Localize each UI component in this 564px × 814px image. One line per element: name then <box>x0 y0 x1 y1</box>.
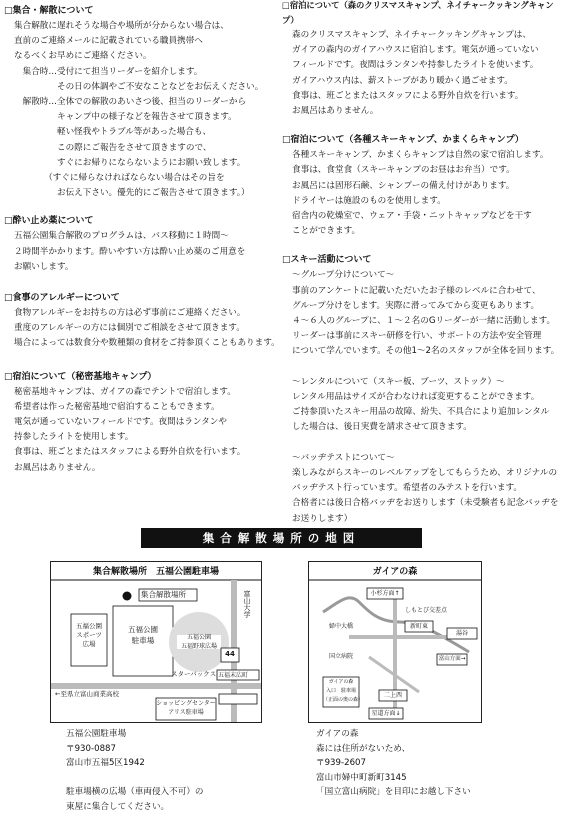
text-line: お送りします） <box>292 513 353 524</box>
text-line: お風呂には固形石鹸、シャンプーの備え付けがあります。 <box>292 180 515 191</box>
text-line: その日の体調やご不安なことなどをお伝えください。 <box>14 81 264 92</box>
text-line: ４〜６人のグループに、１〜２名のGリーダーが一緒に活動します。 <box>292 316 556 327</box>
text-line: 合格者には後日合格バッヂをお送りします（未受験者も記念バッヂを <box>292 498 559 509</box>
text-line: お伝え下さい。優先的にご報告させて頂きます。） <box>14 188 250 199</box>
map2-caption: ガイアの森 森には住所がないため、 〒939-2607 富山市婦中町新町3145 「国立富山病院」を目印にお越し下さい <box>316 729 471 797</box>
text-line: した場合は、後日実費を請求させて頂きます。 <box>292 422 472 433</box>
section-title: □宿泊について（秘密基地キャンプ） <box>4 371 157 382</box>
text-line: ドライヤーは施設のものを使用します。 <box>292 195 446 206</box>
text-line: すぐにお帰りにならないようにお願い致します。 <box>14 157 246 168</box>
text-line: なるべくお早めにご連絡ください。 <box>14 51 152 62</box>
text-line: 〜グループ分けについて〜 <box>292 270 395 281</box>
text-line: ２時間半かかります。酔いやすい方は酔い止め薬のご用意を <box>14 246 246 257</box>
gaia-entrance-label: ガイアの森 入口 駐車場 （正面の奥の森） <box>323 679 364 703</box>
section-christmas <box>282 0 562 119</box>
text-line: バッヂテスト行っています。希望者のみテストを行います。 <box>292 483 522 494</box>
section-body <box>282 148 562 239</box>
section-motion-sickness <box>4 214 274 275</box>
text-line: 食事は、班ごとまたはスタッフによる野外自炊を行います。 <box>292 90 524 101</box>
text-line: 解散時…全体での解散のあいさつ後、担当のリーダーから <box>14 97 247 108</box>
section-title: □宿泊について（各種スキーキャンプ、かまくらキャンプ） <box>282 135 524 146</box>
text-line: 宿舎内の乾燥室で、ウェア・手袋・ニットキャップなどを干す <box>292 211 532 222</box>
text-line: 持参したライトを使用します。 <box>14 432 134 443</box>
text-line: レンタル用品はサイズが合わなければ変更することができます。 <box>292 392 540 403</box>
starbucks-label: スターバックス <box>171 670 217 678</box>
section-body <box>282 28 562 119</box>
baseball-label: 五福公園 五福野球広場 <box>180 634 217 650</box>
section-title: □スキー活動について <box>282 255 372 266</box>
map1-title: 集合解散場所 五福公園駐車場 <box>92 567 219 577</box>
map-section-banner: 集合解散場所の地図 <box>141 528 422 548</box>
main-road <box>51 683 261 689</box>
text-line: 森のクリスマスキャンプ、ネイチャークッキングキャンプは、 <box>292 30 531 40</box>
text-line: （すぐに帰らなければならない場合はその旨を <box>14 173 225 184</box>
section-title: □食事のアレルギーについて <box>4 293 120 304</box>
section-body <box>4 19 274 201</box>
section-ski-activity <box>282 253 562 526</box>
text-line: この際にご報告をさせて頂きますので、 <box>14 142 212 153</box>
yudani-label: 湯谷 <box>455 630 468 637</box>
section-meeting <box>4 4 274 201</box>
text-line: 軽い怪我やトラブル等があった場合も、 <box>14 127 212 138</box>
toyama-direction-label: 富山方面→ <box>438 656 466 662</box>
section-title: □集合・解散について <box>4 6 94 16</box>
section-title: □宿泊について（森のクリスマスキャンプ、ネイチャークッキングキャンプ） <box>282 0 554 25</box>
text-line: 食物アレルギーをお持ちの方は必ず事前にご連絡ください。 <box>14 308 246 319</box>
map2-title: ガイアの森 <box>372 567 418 577</box>
map1-caption: 五福公園駐車場 〒930-0887 富山市五福5区1942 駐車場横の広場（車両侵入不可）の 東屋に集合してください。 <box>66 729 204 812</box>
text-line: ガイアハウス内は、薪ストーブがあり暖かく過ごせます。 <box>292 75 513 86</box>
text-line: 各種スキーキャンプ、かまくらキャンプは自然の家で宿泊します。 <box>292 150 549 161</box>
parking-label: 五福公園 駐車場 <box>128 625 158 645</box>
left-column <box>4 4 280 476</box>
text-line: 〜レンタルについて（スキー板、ブーツ、ストック）〜 <box>292 376 505 387</box>
mall-label: ショッピングセンター アリス駐車場 <box>156 700 216 716</box>
text-line: お風呂はありません。 <box>14 462 101 473</box>
shimotobi-label: しもとび交差点 <box>405 607 448 614</box>
text-line: 集合時…受付にて担当リーダーを紹介します。 <box>14 66 203 77</box>
map-gofuku-park <box>50 561 262 723</box>
text-line: 楽しみながらスキーのレベルアップをしてもらうため、オリジナルの <box>292 468 558 479</box>
section-ski-lodging <box>282 133 562 239</box>
hoshimichi-label: 星道方面↓ <box>371 710 401 717</box>
section-title: □酔い止め薬について <box>4 216 94 227</box>
map-gaia-forest <box>308 561 482 723</box>
text-line: フィールドです。夜間はランタンや持参したライトを使います。 <box>292 60 539 71</box>
text-line: ご持参頂いたスキー用品の故障、紛失、不具合により追加レンタル <box>292 407 550 418</box>
right-column <box>282 0 562 527</box>
text-line: 食事は、食堂食（スキーキャンプのお昼はお弁当）です。 <box>292 165 515 176</box>
sports-ground-label: 五福公園 スポーツ 広場 <box>76 622 102 648</box>
meeting-point-marker <box>123 592 132 601</box>
text-line: リーダーは事前にスキー研修を行い、サポートの方法や安全管理 <box>292 331 542 342</box>
text-line: お願いします。 <box>14 261 74 272</box>
text-line: ガイアの森内のガイアハウスに宿泊します。電気が通っていない <box>292 45 539 56</box>
text-line <box>292 360 562 375</box>
section-allergy <box>4 291 280 352</box>
section-body <box>4 229 274 275</box>
section-secret-base <box>4 370 274 476</box>
text-line: 集合解散に遅れそうな場合や場所が分からない場合は、 <box>14 21 229 31</box>
text-line: について学んでいます。その他1〜2名のスタッフが全体を回ります。 <box>292 346 560 357</box>
section-body <box>4 385 274 476</box>
kosugi-label: 小杉方面↑ <box>370 590 400 597</box>
section-body <box>282 268 562 526</box>
text-line: キャンプ中の様子などを報告させて頂きます。 <box>14 112 237 123</box>
route-number: 44 <box>225 650 235 658</box>
text-line: 希望者は作った秘密基地で宿泊することもできます。 <box>14 401 220 412</box>
text-line: 場合によっては数食分や数種類の食材をご持参頂くこともあります。 <box>14 338 280 349</box>
text-line: 電気が通っていないフィールドです。夜間はランタンや <box>14 417 227 428</box>
hospital-label: 国立病院 <box>329 653 354 660</box>
nikami-label: 二上西 <box>383 692 402 699</box>
text-line: 〜バッヂテストについて〜 <box>292 452 395 463</box>
text-line: 直前のご連絡メールに記載されている職員携帯へ <box>14 36 203 47</box>
text-line: 五福公園集合解散のプログラムは、バス移動に１時間〜 <box>14 231 229 242</box>
university-label: 富山大学 <box>243 590 251 618</box>
bridge-label: 婦中大橋 <box>329 623 354 630</box>
road-direction-label: ←至県立富山商業高校 <box>55 690 119 698</box>
text-line <box>292 436 562 451</box>
text-line: お風呂はありません。 <box>292 106 379 117</box>
text-line: 重度のアレルギーの方には個別でご相談をさせて頂きます。 <box>14 323 245 334</box>
section-body <box>4 306 280 352</box>
text-line: 秘密基地キャンプは、ガイアの森でテントで宿泊します。 <box>14 386 236 397</box>
shinmachi-label: 新町東 <box>409 623 428 630</box>
text-line: 食事は、班ごとまたはスタッフによる野外自炊を行います。 <box>14 447 246 458</box>
text-line: 事前のアンケートに記載いただいたお子様のレベルに合わせて、 <box>292 285 541 296</box>
text-line: グループ分けをします。実際に滑ってみてから変更もあります。 <box>292 300 540 311</box>
intersection-label: 五福末広町 <box>218 672 249 679</box>
meeting-point-label: 集合解散場所 <box>141 590 186 599</box>
text-line: ことができます。 <box>292 226 361 237</box>
